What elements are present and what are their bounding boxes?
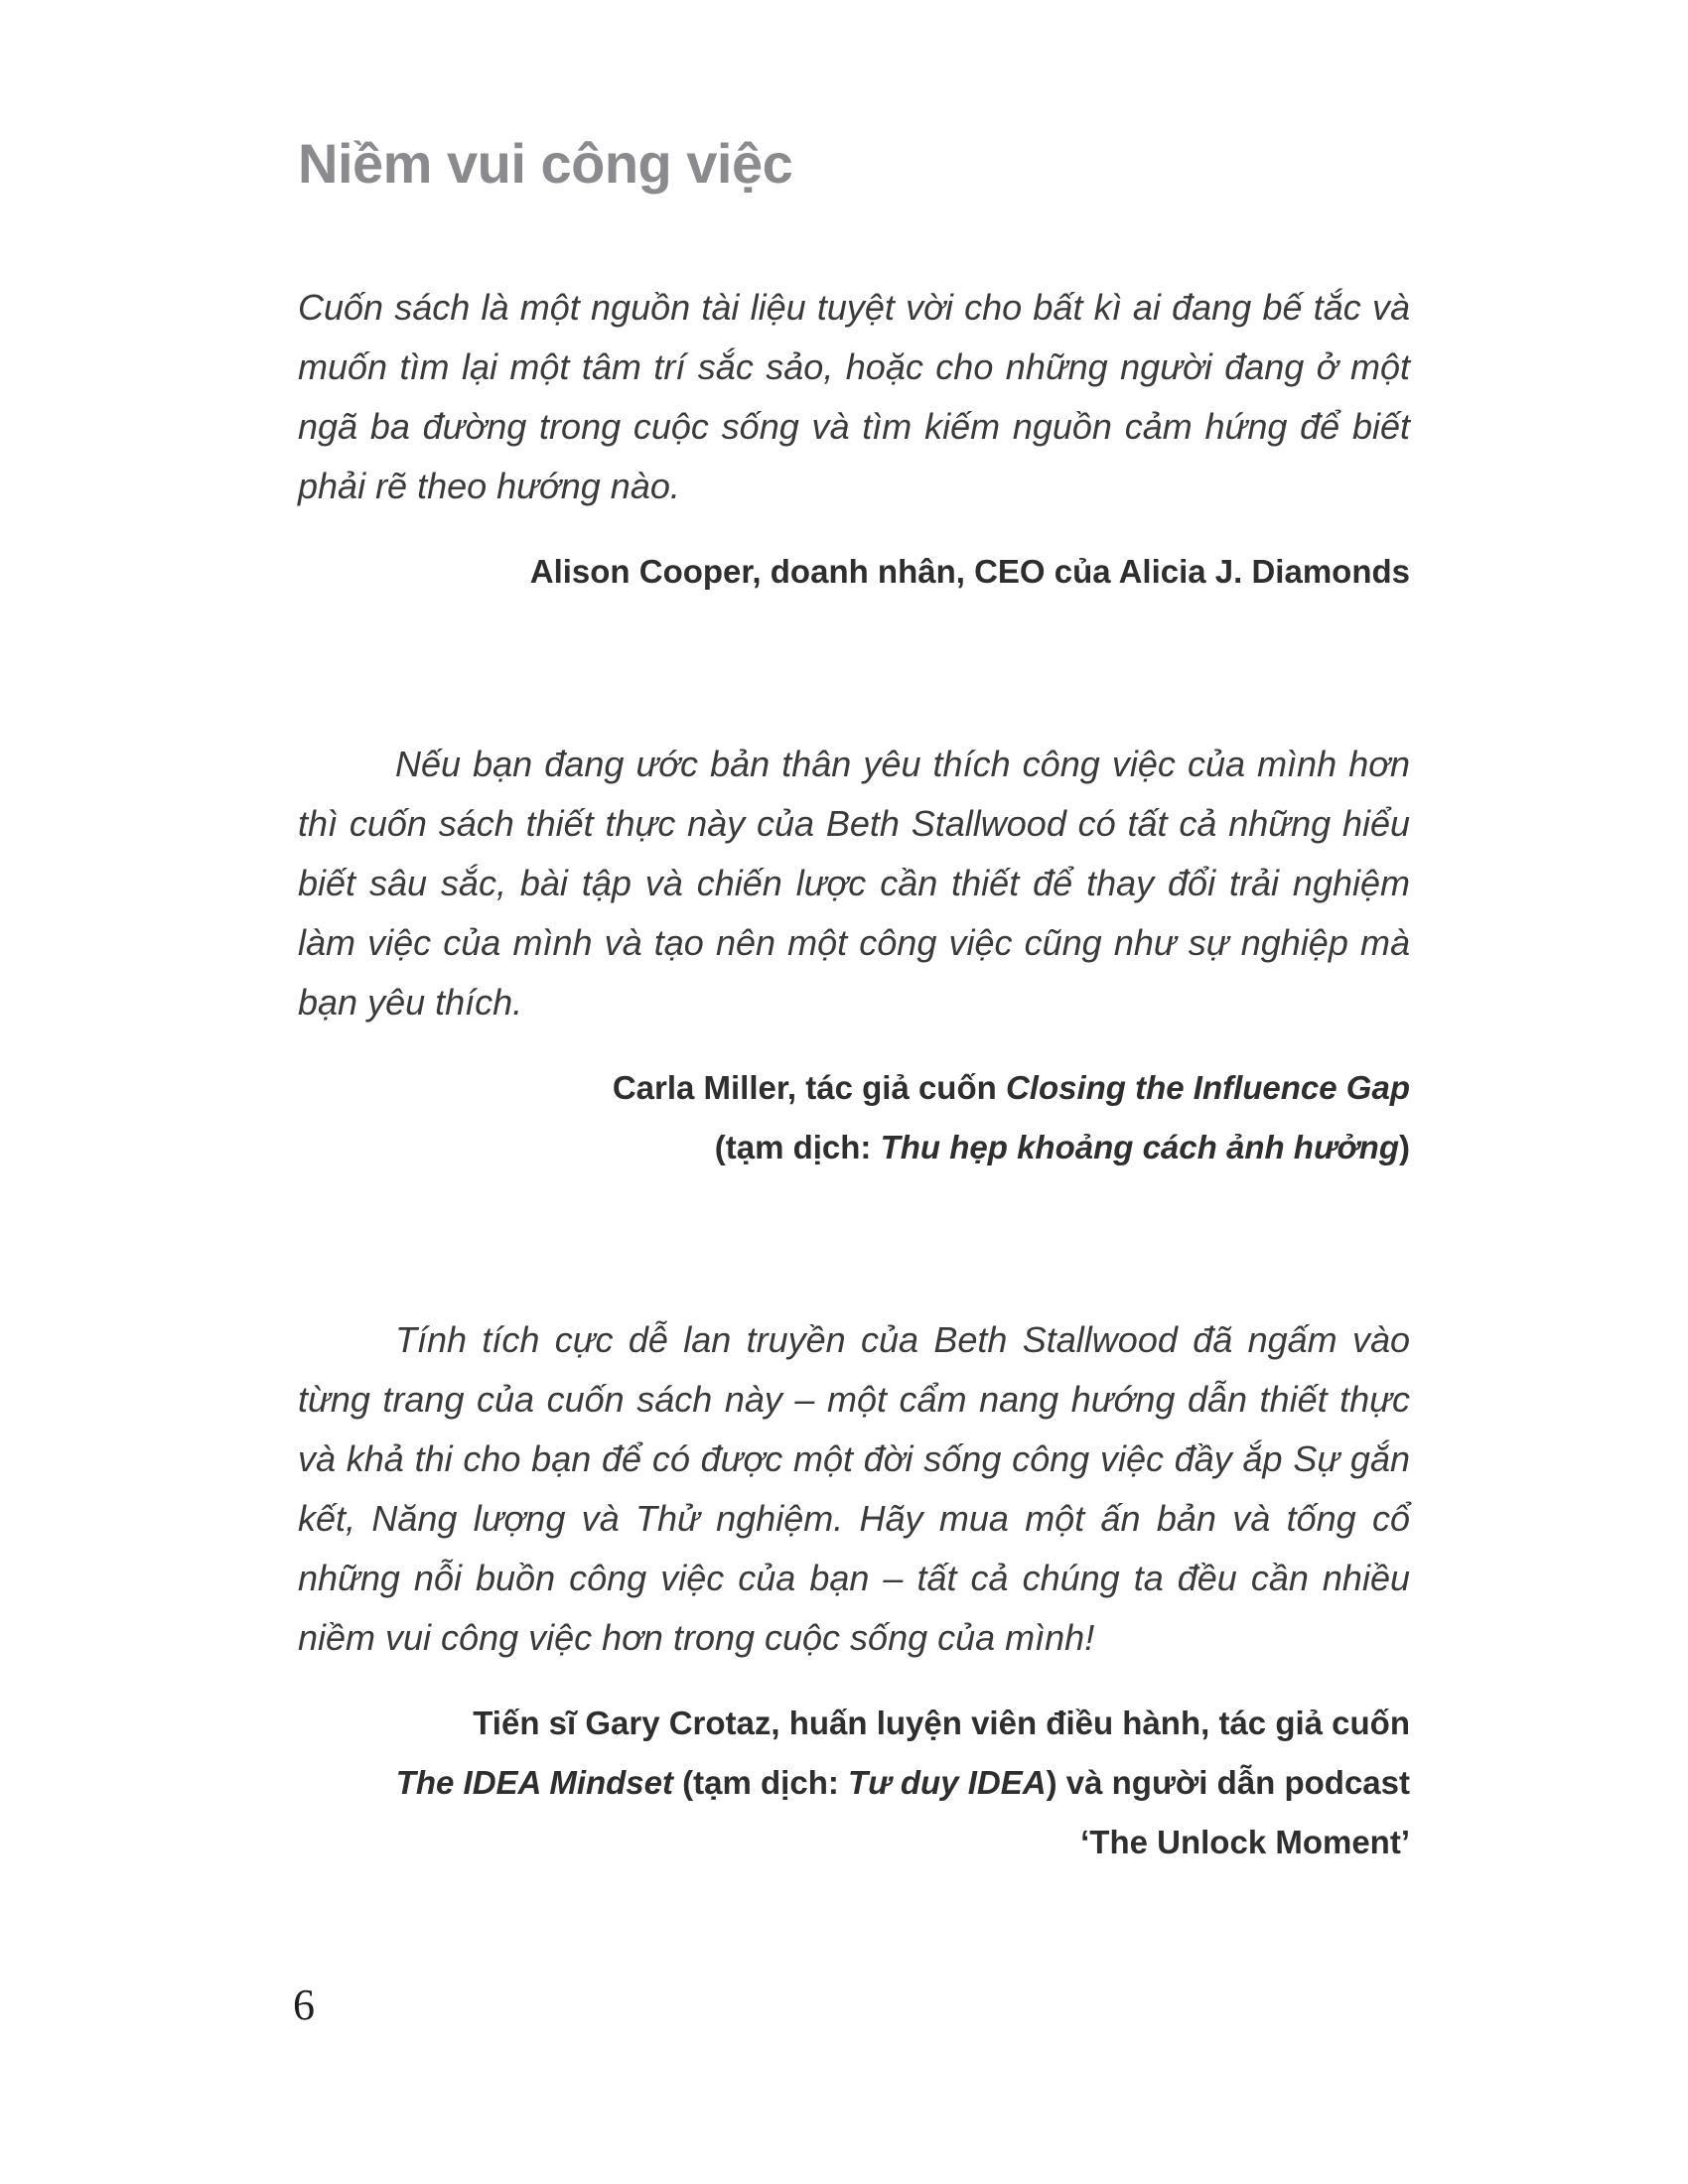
page-title: Niềm vui công việc [298,132,793,195]
attribution-run-italic: Thu hẹp khoảng cách ảnh hưởng [880,1129,1399,1165]
quotes-container [298,278,1410,1872]
quote-attribution [298,542,1410,602]
attribution-run-italic: Closing the Influence Gap [1005,1069,1410,1106]
attribution-run-italic: Tư duy IDEA [848,1764,1047,1801]
attribution-run-italic: The IDEA Mindset [395,1764,673,1801]
quote-attribution [298,1694,1410,1872]
page-number: 6 [293,1980,315,2029]
quote-text: Tính tích cực dễ lan truyền của Beth Stallwood đã ngấm vào từng trang của cuốn sách này – một cẩm nang hướng dẫn thiết thực và khả thi cho bạn để có được một đời sống công việc đầy ắp Sự gắn kết, Năng lượng và Thử nghiệm. Hãy mua một ấn bản và tống cổ những nỗi buồn công việc của bạn – tất cả chúng ta đều cần nhiều niềm vui công việc hơn trong cuộc sống của mình! [298,1319,1410,1658]
attribution-line [298,1753,1410,1813]
quote-attribution [298,1058,1410,1177]
quote-block [298,278,1410,602]
attribution-line [298,1118,1410,1177]
attribution-run: (tạm dịch: [673,1764,849,1801]
attribution-run: (tạm dịch: [714,1129,881,1165]
attribution-run: ‘The Unlock Moment’ [1080,1824,1410,1860]
attribution-run: Carla Miller, tác giả cuốn [612,1069,1006,1106]
attribution-run: Tiến sĩ Gary Crotaz, huấn luyện viên điều hành, tác giả cuốn [473,1705,1410,1741]
page-content [298,0,1410,1872]
quote-text: Nếu bạn đang ước bản thân yêu thích công việc của mình hơn thì cuốn sách thiết thực này của Beth Stallwood có tất cả những hiểu biết sâu sắc, bài tập và chiến lược cần thiết để thay đổi trải nghiệm làm việc của mình và tạo nên một công việc cũng như sự nghiệp mà bạn yêu thích. [298,744,1410,1023]
quote-block [298,1310,1410,1872]
quote-text: Cuốn sách là một nguồn tài liệu tuyệt vời cho bất kì ai đang bế tắc và muốn tìm lại một tâm trí sắc sảo, hoặc cho những người đang ở một ngã ba đường trong cuộc sống và tìm kiếm nguồn cảm hứng để biết phải rẽ theo hướng nào. [298,287,1410,506]
quote-block [298,735,1410,1177]
attribution-line [298,1813,1410,1872]
attribution-run: Alison Cooper, doanh nhân, CEO của Alicia J. Diamonds [529,553,1410,590]
attribution-run: ) [1399,1129,1410,1165]
attribution-line [298,1058,1410,1118]
attribution-line [298,1694,1410,1753]
attribution-line [298,542,1410,602]
attribution-run: ) và người dẫn podcast [1046,1764,1410,1801]
